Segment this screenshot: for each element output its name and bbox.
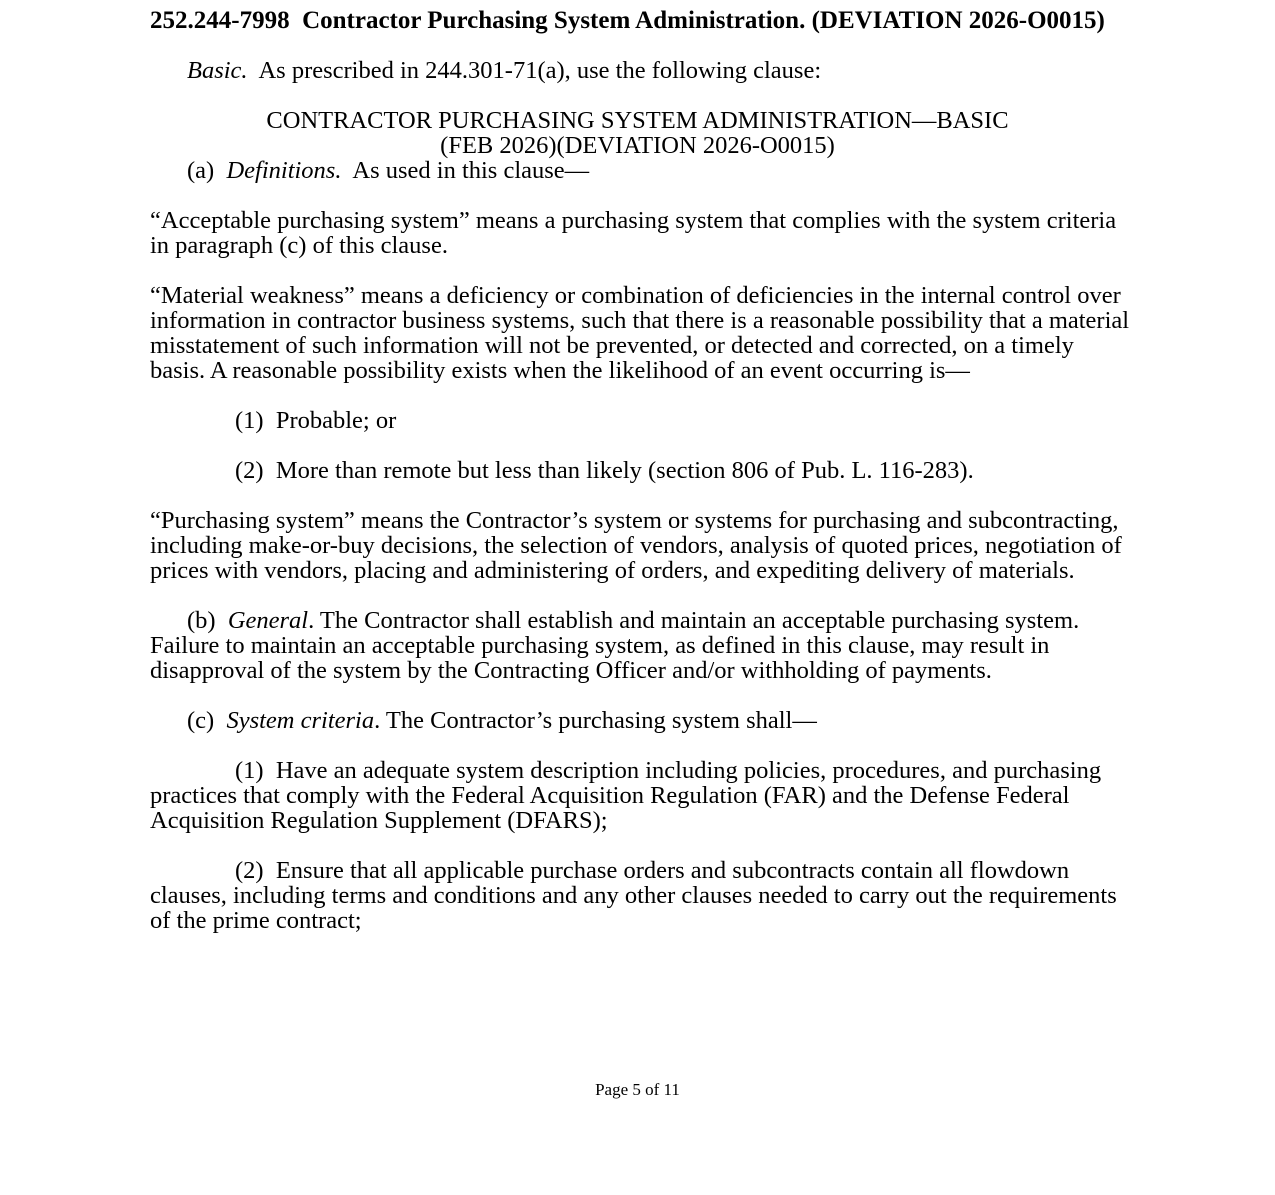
section-c-marker: (c) [187, 707, 215, 734]
clause-title-line2: (FEB 2026)(DEVIATION 2026-O0015) [440, 132, 835, 159]
section-c-text: . The Contractor’s purchasing system shall— [374, 707, 817, 734]
section-c-label: System criteria [226, 707, 375, 734]
material-item-marker: (1) [235, 407, 264, 434]
section-c [150, 708, 1135, 733]
section-b [150, 608, 1135, 683]
clause-number: 252.244-7998 [150, 7, 290, 34]
clause-title [150, 108, 1125, 158]
definition-material-weakness: “Material weakness” means a deficiency or combination of deficiencies in the internal control over information in contractor business systems, such that there is a reasonable possibility that a material misstatement of such information will not be prevented, or detected and corrected, on a timely basis. A reasonable possibility exists when the likelihood of an event occurring is— [150, 282, 1130, 384]
section-b-marker: (b) [187, 607, 216, 634]
criteria-item-text: Ensure that all applicable purchase orders and subcontracts contain all flowdown clauses, including terms and conditions and any other clauses needed to carry out the requirements of the prime contract; [150, 857, 1117, 934]
document-page [150, 8, 1135, 958]
criteria-item-1 [150, 758, 1135, 833]
basic-label: Basic. [187, 57, 248, 84]
definition-acceptable-purchasing-system: “Acceptable purchasing system” means a purchasing system that complies with the system criteria in paragraph (c) of this clause. [150, 207, 1117, 259]
material-item-1 [150, 408, 1135, 433]
section-a-text: As used in this clause— [352, 157, 590, 184]
section-b-label: General [227, 607, 309, 634]
clause-heading [150, 8, 1135, 33]
clause-title-line1: CONTRACTOR PURCHASING SYSTEM ADMINISTRATION—BASIC [266, 107, 1009, 134]
basic-text: As prescribed in 244.301-71(a), use the following clause: [258, 57, 822, 84]
section-b-text: . The Contractor shall establish and maintain an acceptable purchasing system. Failure to maintain an acceptable purchasing system, as defined in this clause, may result in disapproval of the system by the Contracting Officer and/or withholding of payments. [150, 607, 1080, 684]
basic-prescription [150, 58, 1135, 83]
clause-heading-title: Contractor Purchasing System Administration. (DEVIATION 2026-O0015) [302, 7, 1105, 34]
criteria-item-marker: (2) [235, 857, 264, 884]
criteria-item-text: Have an adequate system description including policies, procedures, and purchasing practices that comply with the Federal Acquisition Regulation (FAR) and the Defense Federal Acquisition Regulation Supplement (DFARS); [150, 757, 1102, 834]
material-item-text: Probable; or [275, 407, 397, 434]
definition-purchasing-system: “Purchasing system” means the Contractor’s system or systems for purchasing and subcontracting, including make-or-buy decisions, the selection of vendors, analysis of quoted prices, negotiation of prices with vendors, placing and administering of orders, and expediting delivery of materials. [150, 507, 1122, 584]
page-number: Page 5 of 11 [595, 1080, 680, 1099]
material-item-text: More than remote but less than likely (section 806 of Pub. L. 116-283). [275, 457, 974, 484]
material-item-marker: (2) [235, 457, 264, 484]
section-a-marker: (a) [187, 157, 215, 184]
criteria-item-marker: (1) [235, 757, 264, 784]
criteria-item-2 [150, 858, 1135, 933]
section-a [150, 158, 1135, 183]
section-a-label: Definitions. [226, 157, 342, 184]
material-item-2 [150, 458, 1135, 483]
